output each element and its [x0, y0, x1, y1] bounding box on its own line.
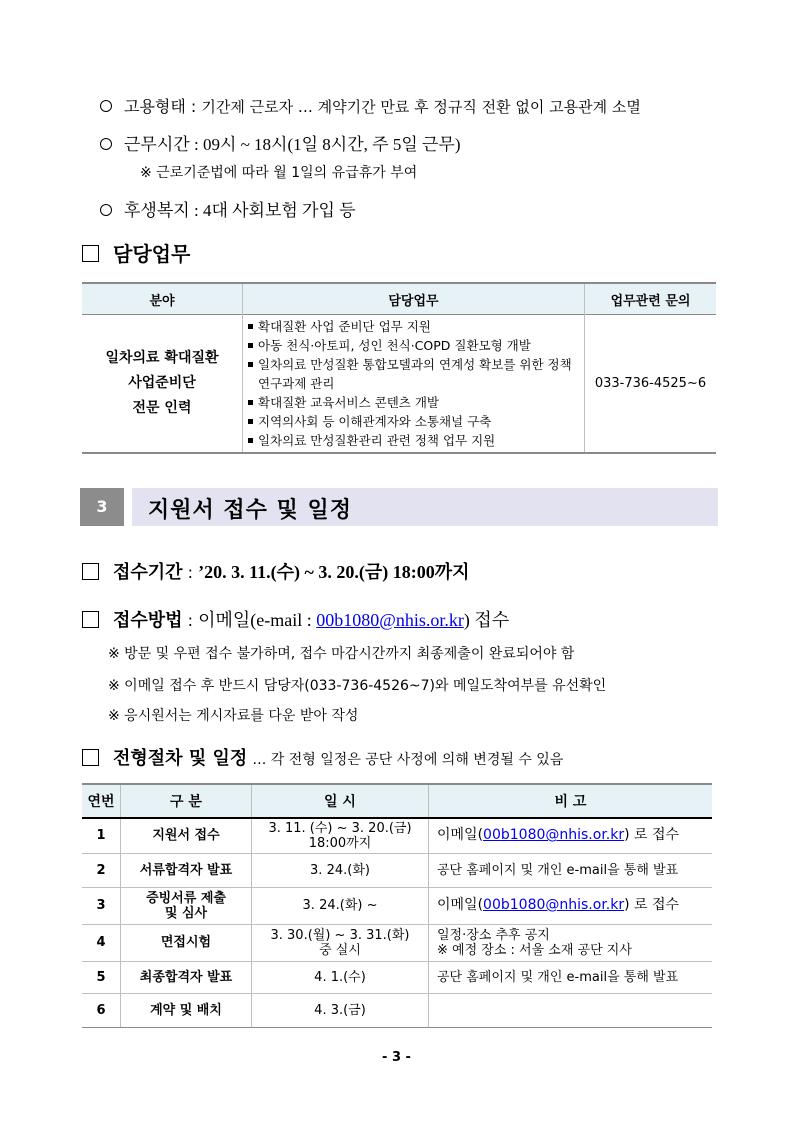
schedule-row: 6 계약 및 배치 4. 3.(금): [82, 993, 712, 1027]
welfare-label: 후생복지: [124, 201, 190, 220]
duties-contact-cell: 033-736-4525~6: [585, 315, 717, 453]
duties-header-contact: 업무관련 문의: [585, 283, 717, 315]
welfare-value: 4대 사회보험 가입 등: [202, 201, 356, 220]
duties-table: [82, 282, 716, 454]
duty-item: 지역의사회 등 이해관계자와 소통채널 구축: [248, 412, 583, 431]
section-number-badge: 3: [80, 488, 124, 526]
work-hours-label: 근무시간: [124, 135, 190, 154]
section-title-bar: [132, 488, 718, 526]
duty-item: 일차의료 만성질환관리 관련 정책 업무 지원: [248, 431, 583, 450]
schedule-header-note: 비 고: [429, 784, 713, 818]
method-note: ※ 이메일 접수 후 반드시 담당자(033-736-4526~7)와 메일도착여부를 유선확인: [108, 678, 607, 694]
checkbox-square-icon: [82, 749, 99, 766]
application-method: 접수방법 : 이메일(e-mail : 00b1080@nhis.or.kr) 접수: [82, 606, 509, 632]
employment-type-value: 기간제 근로자 … 계약기간 만료 후 정규직 전환 없이 고용관계 소멸: [201, 98, 641, 116]
schedule-row: 5 최종합격자 발표 4. 1.(수) 공단 홈페이지 및 개인 e-mail을 통해 발표: [82, 961, 712, 993]
page-number: - 3 -: [382, 1050, 411, 1065]
period-label: 접수기간: [113, 562, 183, 583]
schedule-subtitle: … 각 전형 일정은 공단 사정에 의해 변경될 수 있음: [252, 752, 564, 768]
duty-item: 아동 천식·아토피, 성인 천식·COPD 질환모형 개발: [248, 336, 583, 355]
method-note: ※ 방문 및 우편 접수 불가하며, 접수 마감시간까지 최종제출이 완료되어야 함: [108, 646, 575, 662]
section-title: 지원서 접수 및 일정: [148, 498, 352, 523]
circle-bullet-icon: [100, 204, 112, 216]
schedule-heading: 전형절차 및 일정 … 각 전형 일정은 공단 사정에 의해 변경될 수 있음: [82, 744, 563, 770]
schedule-row: 2 서류합격자 발표 3. 24.(화) 공단 홈페이지 및 개인 e-mail을 통해 발표: [82, 853, 712, 887]
circle-bullet-icon: [100, 100, 112, 112]
duties-header-duty: 담당업무: [243, 283, 585, 315]
duty-item: 확대질환 사업 준비단 업무 지원: [248, 317, 583, 336]
duty-item: 일차의료 만성질환 통합모델과의 연계성 확보를 위한 정책연구과제 관리: [248, 355, 583, 393]
checkbox-square-icon: [82, 563, 99, 580]
duties-list-cell: [243, 315, 585, 453]
schedule-header-type: 구 분: [121, 784, 252, 818]
schedule-row: 4 면접시험 3. 30.(월) ~ 3. 31.(화) 중 실시 일정·장소 추후 공지 ※ 예정 장소 : 서울 소재 공단 지사: [82, 924, 712, 961]
duties-list: [244, 317, 583, 450]
email-link[interactable]: 00b1080@nhis.or.kr: [483, 897, 625, 913]
method-label: 접수방법: [113, 610, 183, 631]
duties-field-cell: 일차의료 확대질환 사업준비단 전문 인력: [105, 349, 219, 416]
email-link[interactable]: 00b1080@nhis.or.kr: [316, 610, 464, 630]
schedule-row: 1 지원서 접수 3. 11. (수) ~ 3. 20.(금) 18:00까지 이메일(00b1080@nhis.or.kr) 로 접수: [82, 818, 712, 853]
checkbox-square-icon: [82, 611, 99, 628]
paid-leave-note: ※ 근로기준법에 따라 월 1일의 유급휴가 부여: [140, 165, 418, 181]
welfare-line: 후생복지 : 4대 사회보험 가입 등: [100, 196, 356, 221]
schedule-header-date: 일 시: [252, 784, 429, 818]
duties-header-field: 분야: [82, 283, 243, 315]
employment-type-line: 고용형태 : 기간제 근로자 … 계약기간 만료 후 정규직 전환 없이 고용관계 소멸: [100, 94, 641, 117]
employment-type-label: 고용형태: [124, 97, 186, 116]
application-period: 접수기간 : ’20. 3. 11.(수) ~ 3. 20.(금) 18:00까지: [82, 558, 470, 584]
work-hours-value: 09시 ~ 18시(1일 8시간, 주 5일 근무): [202, 135, 461, 154]
checkbox-square-icon: [82, 245, 99, 262]
schedule-header-no: 연번: [82, 784, 121, 818]
method-note: ※ 응시원서는 게시자료를 다운 받아 작성: [108, 708, 359, 724]
circle-bullet-icon: [100, 138, 112, 150]
work-hours-line: 근무시간 : 09시 ~ 18시(1일 8시간, 주 5일 근무): [100, 130, 461, 155]
schedule-table: [82, 783, 712, 1028]
duties-heading: 담당업무: [82, 238, 190, 267]
schedule-row: 3 증빙서류 제출 및 심사 3. 24.(화) ~ 이메일(00b1080@nhis.or.kr) 로 접수: [82, 887, 712, 924]
period-value: ’20. 3. 11.(수) ~ 3. 20.(금) 18:00까지: [198, 562, 470, 582]
duty-item: 확대질환 교육서비스 콘텐츠 개발: [248, 393, 583, 412]
email-link[interactable]: 00b1080@nhis.or.kr: [483, 827, 625, 844]
